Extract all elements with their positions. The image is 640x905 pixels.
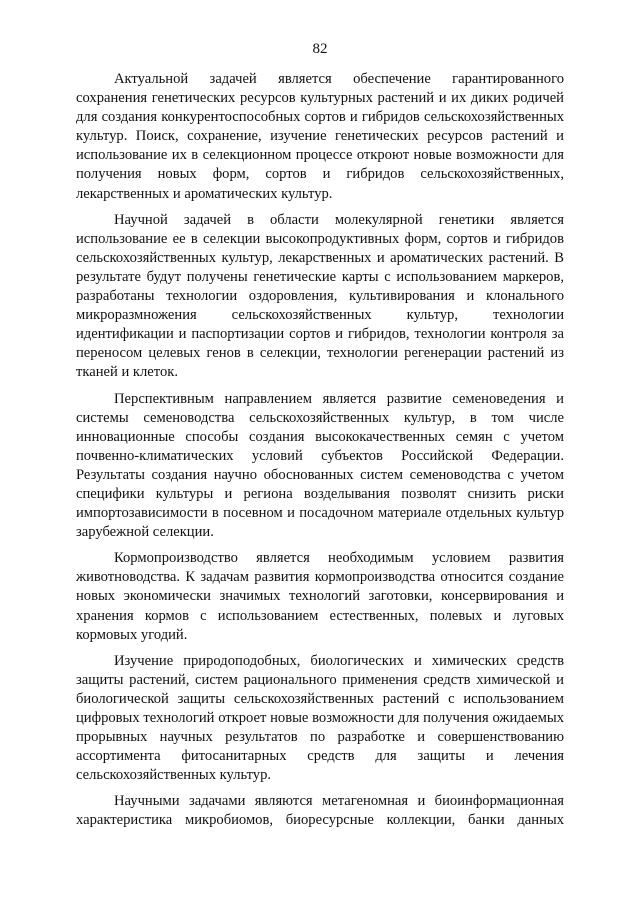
page-number: 82	[312, 41, 328, 57]
paragraph-seed-production: Перспективным направлением является развитие семеноведения и системы семеноводства сельскохозяйственных культур, в том числе инновационные способы создания высококачественных семян с учетом почвенно-климатических условий субъектов Российской Федерации. Результаты создания научно обоснованных систем семеноводства с учетом специфики культуры и региона возделывания позволят снизить риски импортозависимости в посевном и посадочном материале отдельных культур зарубежной селекции.	[76, 390, 564, 541]
paragraph-molecular-genetics: Научной задачей в области молекулярной генетики является использование ее в селекции высокопродуктивных форм, сортов и гибридов сельскохозяйственных культур, лекарственных и ароматических растений. В результате будут получены генетические карты с использованием маркеров, разработаны технологии оздоровления, культивирования и клонального микроразмножения сельскохозяйственных культур, технологии идентификации и паспортизации сортов и гибридов, технологии контроля за переносом целевых генов в селекции, технологии регенерации растений из тканей и клеток.	[76, 211, 564, 381]
paragraph-forage-production: Кормопроизводство является необходимым условием развития животноводства. К задачам развития кормопроизводства относится создание новых экономически значимых технологий заготовки, консервирования и хранения кормов с использованием естественных, полевых и луговых кормовых угодий.	[76, 550, 564, 643]
paragraph-plant-protection: Изучение природоподобных, биологических и химических средств защиты растений, систем рационального применения средств химической и биологической защиты сельскохозяйственных растений с использованием цифровых технологий откроет новые возможности для получения ожидаемых прорывных научных результатов по разработке и совершенствованию ассортимента фитосанитарных средств для защиты и лечения сельскохозяйственных культур.	[76, 652, 564, 784]
paragraph-microbiome: Научными задачами являются метагеномная и биоинформационная характеристика микробиомов, биоресурсные коллекции, банки данных	[76, 793, 564, 829]
body-text	[76, 70, 564, 838]
paragraph-genetic-resources: Актуальной задачей является обеспечение гарантированного сохранения генетических ресурсов культурных растений и их диких родичей для создания конкурентоспособных сортов и гибридов сельскохозяйственных культур. Поиск, сохранение, изучение генетических ресурсов растений и использование их в селекционном процессе откроют новые возможности для получения новых форм, сортов и гибридов сельскохозяйственных, лекарственных и ароматических культур.	[76, 71, 564, 202]
